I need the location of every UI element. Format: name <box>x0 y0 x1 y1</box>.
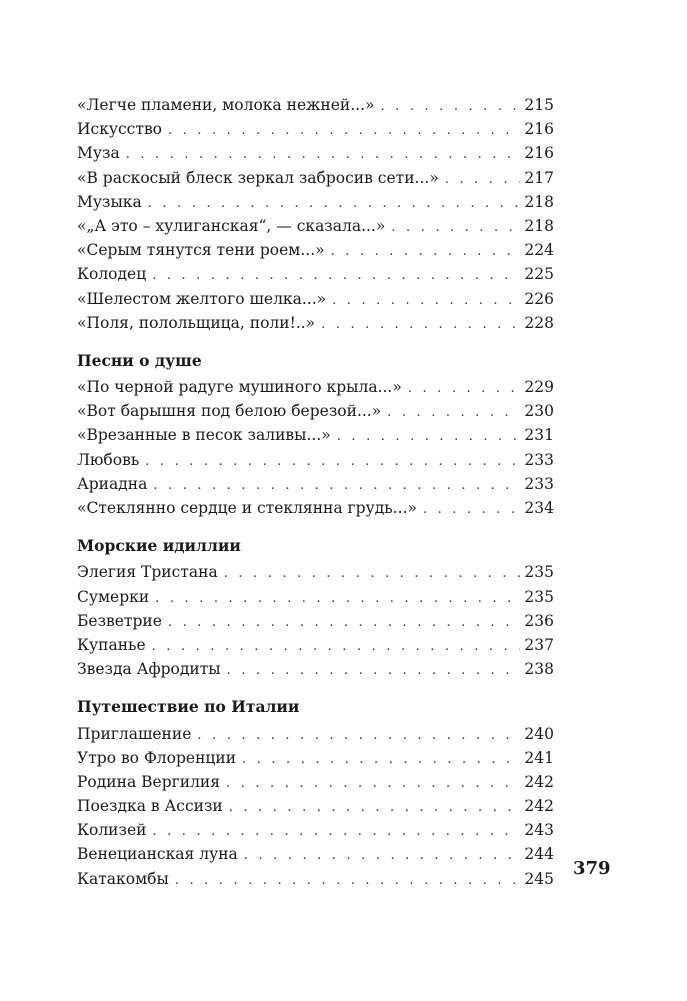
toc-entry-page: 233 <box>524 474 554 493</box>
toc-entry-title: «Вот барышня под белою березой...» <box>77 402 382 421</box>
toc-section <box>77 534 554 681</box>
toc-entry <box>77 262 554 286</box>
dot-leader <box>242 748 520 772</box>
toc-entry-page: 238 <box>524 660 554 679</box>
toc-entry <box>77 472 554 496</box>
toc-entry-page: 224 <box>524 241 554 260</box>
dot-leader <box>224 562 520 586</box>
toc-entry-page: 241 <box>524 748 554 767</box>
dot-leader <box>391 216 520 240</box>
section-heading: Путешествие по Италии <box>77 697 300 717</box>
toc-entry <box>77 633 554 657</box>
dot-leader <box>381 95 520 119</box>
dot-leader <box>155 587 520 611</box>
dot-leader <box>126 143 520 167</box>
toc-entry <box>77 287 554 311</box>
dot-leader <box>332 289 520 313</box>
toc-entry <box>77 311 554 335</box>
toc-entry <box>77 190 554 214</box>
toc-entry-page: 215 <box>524 96 554 114</box>
toc-intro-group <box>77 93 554 335</box>
toc-entry <box>77 867 554 891</box>
toc-entry-title: Сумерки <box>77 587 150 606</box>
toc-entry-title: Утро во Флоренции <box>77 748 237 767</box>
toc-entry-page: 218 <box>524 192 554 211</box>
toc-entry-page: 216 <box>524 120 554 139</box>
dot-leader <box>387 401 520 425</box>
toc-entry-title: Колодец <box>77 265 147 284</box>
toc-entry-page: 226 <box>524 289 554 308</box>
toc-entry-page: 217 <box>524 168 554 187</box>
toc-section <box>77 349 554 520</box>
toc-entry-page: 235 <box>524 587 554 606</box>
toc-entry-title: «Серым тянутся тени роем...» <box>77 241 325 260</box>
dot-leader <box>445 168 520 192</box>
dot-leader <box>152 820 520 844</box>
toc-entry <box>77 496 554 520</box>
dot-leader <box>244 844 520 868</box>
toc-entry <box>77 609 554 633</box>
toc-entry-page: 230 <box>524 402 554 421</box>
toc-entry <box>77 423 554 447</box>
toc-entry <box>77 585 554 609</box>
toc-entry <box>77 166 554 190</box>
dot-leader <box>408 377 520 401</box>
toc-entry-page: 229 <box>524 378 554 397</box>
toc-entry-page: 240 <box>524 724 554 743</box>
toc-entry-page: 231 <box>524 426 554 445</box>
toc-entry-page: 218 <box>524 216 554 235</box>
dot-leader <box>337 425 520 449</box>
section-heading: Песни о душе <box>77 350 202 370</box>
toc-entry-page: 245 <box>524 869 554 888</box>
toc-entry <box>77 117 554 141</box>
toc-entry-title: «Шелестом желтого шелка...» <box>77 289 327 308</box>
toc-entry <box>77 93 554 117</box>
toc-entry-page: 225 <box>524 265 554 284</box>
toc-entry <box>77 770 554 794</box>
dot-leader <box>197 724 520 748</box>
toc-entry-title: Купанье <box>77 635 146 654</box>
dot-leader <box>145 450 520 474</box>
toc-entry <box>77 399 554 423</box>
toc-entry <box>77 746 554 770</box>
dot-leader <box>153 474 520 498</box>
toc-section <box>77 695 554 891</box>
dot-leader <box>152 264 520 288</box>
toc-entry-title: Элегия Тристана <box>77 563 218 582</box>
toc-entry <box>77 657 554 681</box>
dot-leader <box>152 635 520 659</box>
toc-entry-page: 244 <box>524 845 554 864</box>
dot-leader <box>423 498 520 522</box>
dot-leader <box>331 240 520 264</box>
toc-entry <box>77 560 554 584</box>
toc-entry-title: «Стеклянно сердце и стеклянна грудь...» <box>77 499 417 517</box>
dot-leader <box>148 192 520 216</box>
dot-leader <box>227 659 520 683</box>
toc-entry-title: Венецианская луна <box>77 845 238 864</box>
toc-entry <box>77 238 554 262</box>
toc-entry-title: «В раскосый блеск зеркал забросив сети...» <box>77 168 439 187</box>
toc-entry-page: 233 <box>524 450 554 469</box>
toc-entry-title: Приглашение <box>77 724 192 743</box>
toc-entry-page: 228 <box>524 313 554 332</box>
dot-leader <box>175 869 520 893</box>
toc-entry-page: 236 <box>524 611 554 630</box>
dot-leader <box>229 796 520 820</box>
page-number: 379 <box>573 858 611 879</box>
toc-entry-title: Ариадна <box>77 474 148 493</box>
dot-leader <box>226 772 520 796</box>
toc-entry-title: Музыка <box>77 192 142 211</box>
toc-entry <box>77 375 554 399</box>
toc-entry-page: 234 <box>524 499 554 517</box>
dot-leader <box>321 313 520 337</box>
toc-entry-page: 237 <box>524 635 554 654</box>
toc-entry-title: Поездка в Ассизи <box>77 797 223 816</box>
toc-entry-title: «Легче пламени, молока нежней...» <box>77 96 375 114</box>
table-of-contents <box>77 93 554 904</box>
toc-entry <box>77 818 554 842</box>
toc-entry <box>77 794 554 818</box>
toc-entry-page: 242 <box>524 772 554 791</box>
toc-entry-title: Муза <box>77 144 120 163</box>
toc-entry-page: 216 <box>524 144 554 163</box>
dot-leader <box>168 611 520 635</box>
toc-entry-title: «Поля, полольщица, поли!..» <box>77 313 316 332</box>
toc-entry-title: Колизей <box>77 821 147 840</box>
dot-leader <box>168 119 520 143</box>
toc-entry-title: Искусство <box>77 120 163 139</box>
toc-entry <box>77 842 554 866</box>
toc-entry-title: Безветрие <box>77 611 162 630</box>
toc-entry-title: Катакомбы <box>77 869 169 888</box>
toc-sections <box>77 349 554 891</box>
toc-entry-title: Любовь <box>77 450 140 469</box>
toc-entry <box>77 141 554 165</box>
toc-entry <box>77 448 554 472</box>
section-heading: Морские идиллии <box>77 536 241 556</box>
toc-entry <box>77 214 554 238</box>
toc-entry-page: 242 <box>524 797 554 816</box>
toc-entry-title: «По черной радуге мушиного крыла...» <box>77 378 402 397</box>
toc-entry-title: Родина Вергилия <box>77 772 221 791</box>
toc-entry-page: 235 <box>524 563 554 582</box>
toc-entry-title: Звезда Афродиты <box>77 660 221 679</box>
toc-entry-page: 243 <box>524 821 554 840</box>
toc-entry <box>77 722 554 746</box>
toc-entry-title: «„А это – хулиганская“, — сказала...» <box>77 216 386 235</box>
toc-entry-title: «Врезанные в песок заливы...» <box>77 426 331 445</box>
